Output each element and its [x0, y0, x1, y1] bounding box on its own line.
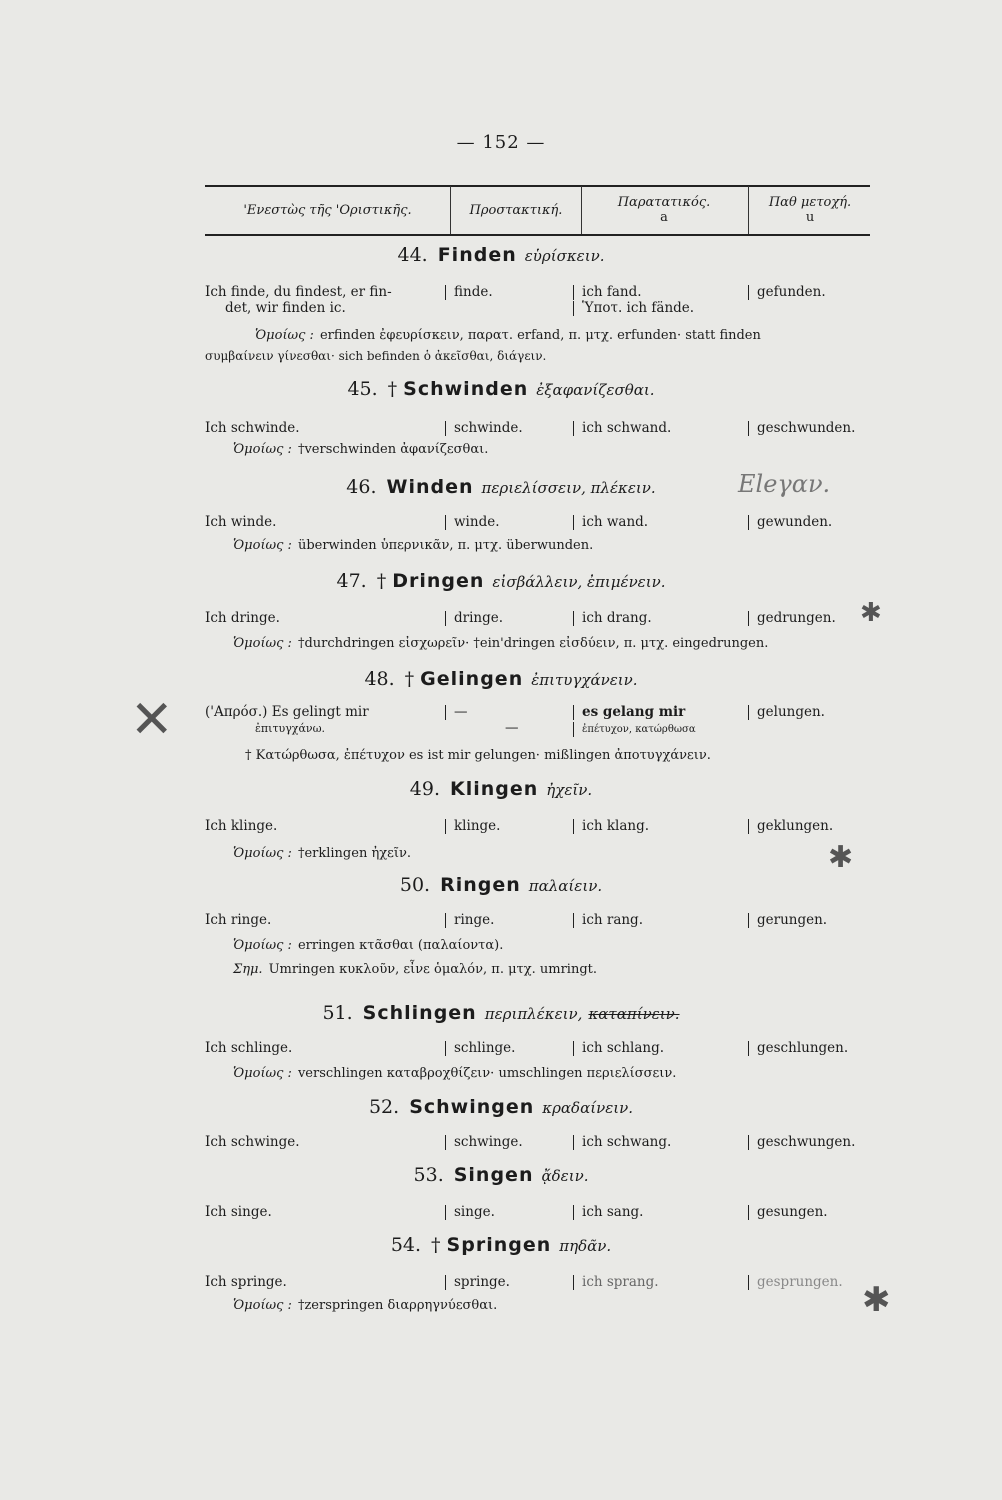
imperative-form: schwinge.	[445, 1134, 523, 1150]
imperative-form: singe.	[445, 1204, 495, 1220]
imperfect-form: ich wand.	[573, 514, 648, 530]
header-passive-participle: Παθ μετοχή. u	[748, 186, 871, 234]
imperative-form: springe.	[445, 1274, 510, 1290]
note-line: Σημ. Umringen κυκλοῦν, εἶνε ὁμαλόν, π. μτχ. umringt.	[233, 962, 598, 977]
header-imperative: Προστακτική.	[450, 186, 582, 234]
imperative-form: finde.	[445, 284, 493, 300]
imperfect-form: ich klang.	[573, 818, 649, 834]
imperfect-form: ich rang.	[573, 912, 643, 928]
present-form: Ich singe.	[205, 1204, 272, 1220]
participle-form: gefunden.	[748, 284, 826, 300]
note-line: Ὁμοίως : †erklingen ἠχεῖν.	[233, 846, 411, 861]
imperfect-form: ich drang.	[573, 610, 652, 626]
present-form: Ich schwinde.	[205, 420, 300, 436]
entry-heading: 44. Finden εὑρίσκειν.	[397, 244, 605, 266]
imperative-form: — —	[445, 704, 519, 736]
present-form: Ich finde, du findest, er fin- det, wir finden ic.	[205, 284, 392, 316]
participle-form: gesungen.	[748, 1204, 828, 1220]
note-line: † Κατώρθωσα, ἐπέτυχον es ist mir gelungen· mißlingen ἀποτυγχάνειν.	[245, 748, 711, 763]
note-line: Ὁμοίως : †zerspringen διαρρηγνύεσθαι.	[233, 1298, 498, 1313]
note-line: Ὁμοίως : überwinden ὑπερνικᾶν, π. μτχ. überwunden.	[233, 538, 594, 553]
imperative-form: schwinde.	[445, 420, 523, 436]
asterisk-mark-icon: ✱	[860, 598, 882, 628]
imperative-form: winde.	[445, 514, 500, 530]
entry-heading: 47. † Dringen εἰσβάλλειν, ἐπιμένειν.	[336, 570, 666, 592]
imperfect-form: ich sang.	[573, 1204, 643, 1220]
imperfect-form: ich schlang.	[573, 1040, 664, 1056]
participle-form: geschwunden.	[748, 420, 855, 436]
participle-form: gelungen.	[748, 704, 825, 720]
entry-heading: 49. Klingen ἠχεῖν.	[409, 778, 593, 800]
imperative-form: dringe.	[445, 610, 503, 626]
imperfect-form: ich schwang.	[573, 1134, 671, 1150]
note-line: Ὁμοίως : erringen κτᾶσθαι (παλαίοντα).	[233, 938, 504, 953]
present-form: Ich ringe.	[205, 912, 272, 928]
note-line: Ὁμοίως : †verschwinden ἀφανίζεσθαι.	[233, 442, 489, 457]
asterisk-mark-icon: ✱	[828, 840, 854, 875]
entry-heading: 51. Schlingen περιπλέκειν, καταπίνειν.	[322, 1002, 680, 1024]
entry-heading: 45. † Schwinden ἐξαφανίζεσθαι.	[347, 378, 655, 400]
cross-mark-icon: ✕	[130, 690, 174, 750]
header-present-indicative: 'Ενεστὼς τῆς 'Οριστικῆς.	[243, 202, 412, 218]
present-form: Ich schlinge.	[205, 1040, 293, 1056]
present-form: Ich winde.	[205, 514, 277, 530]
participle-form: geschlungen.	[748, 1040, 848, 1056]
handwritten-note: Eleγαν.	[738, 470, 831, 498]
entry-heading: 52. Schwingen κραδαίνειν.	[368, 1096, 634, 1118]
present-form: Ich dringe.	[205, 610, 280, 626]
present-form: Ich klinge.	[205, 818, 278, 834]
note-line: Ὁμοίως : †durchdringen εἰσχωρεῖν· †ein'dringen εἰσδύειν, π. μτχ. eingedrungen.	[233, 636, 769, 651]
header-imperfect: Παρατατικός. a	[617, 195, 711, 225]
imperfect-form: ich schwand.	[573, 420, 671, 436]
entry-heading: 53. Singen ᾄδειν.	[413, 1164, 589, 1186]
entry-heading: 46. Winden περιελίσσειν, πλέκειν.	[346, 476, 656, 498]
note-line: Ὁμοίως : verschlingen καταβροχθίζειν· umschlingen περιελίσσειν.	[233, 1066, 677, 1081]
table-bottom-rule	[205, 234, 870, 236]
entry-heading: 48. † Gelingen ἐπιτυγχάνειν.	[364, 668, 638, 690]
note-line: Ὁμοίως : erfinden ἐφευρίσκειν, παρατ. erfand, π. μτχ. erfunden· statt finden	[255, 328, 761, 343]
imperative-form: schlinge.	[445, 1040, 515, 1056]
asterisk-mark-icon: ✱	[862, 1280, 891, 1320]
participle-form: gerungen.	[748, 912, 827, 928]
participle-form: gedrungen.	[748, 610, 836, 626]
entry-heading: 54. † Springen πηδᾶν.	[390, 1234, 612, 1256]
imperative-form: klinge.	[445, 818, 500, 834]
participle-form: gesprungen.	[748, 1274, 843, 1290]
participle-form: geklungen.	[748, 818, 833, 834]
present-form: ('Απρόσ.) Es gelingt mir ἐπιτυγχάνω.	[205, 704, 369, 735]
participle-form: gewunden.	[748, 514, 832, 530]
entry-heading: 50. Ringen παλαίειν.	[399, 874, 603, 896]
imperfect-form: es gelang mir ἐπέτυχον, κατώρθωσα	[573, 704, 696, 737]
participle-form: geschwungen.	[748, 1134, 855, 1150]
page-number: — 152 —	[456, 132, 546, 153]
present-form: Ich schwinge.	[205, 1134, 300, 1150]
imperative-form: ringe.	[445, 912, 494, 928]
imperfect-form: ich sprang.	[573, 1274, 659, 1290]
present-form: Ich springe.	[205, 1274, 287, 1290]
imperfect-form: ich fand. Ὑποτ. ich fände.	[573, 284, 694, 316]
note-line: συμβαίνειν γίνεσθαι· sich befinden ὁ ἀκεῖσθαι, διάγειν.	[205, 349, 547, 363]
